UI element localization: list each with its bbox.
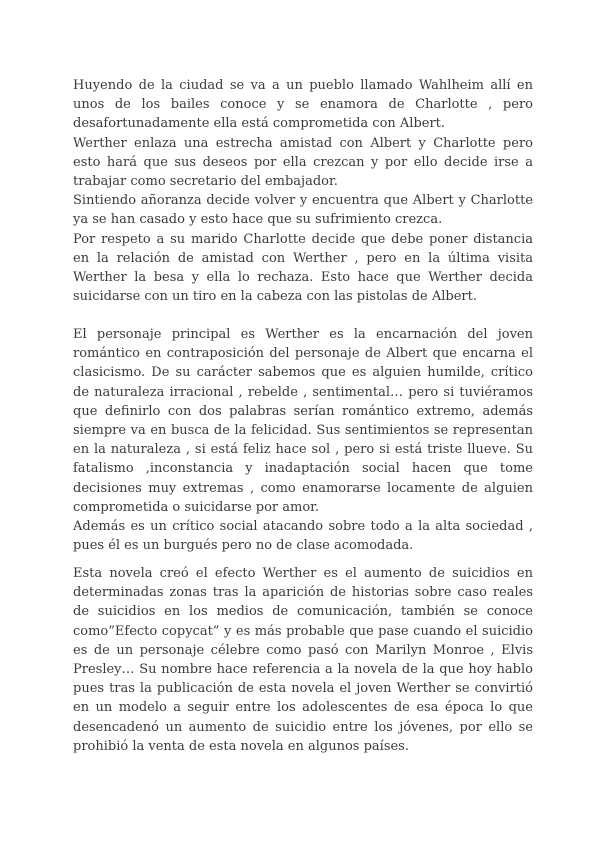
paragraph: Werther enlaza una estrecha amistad con Albert y Charlotte pero esto hará que sus deseos por ella crezcan y por ello decide irse a trabajar como secretario del embajador.	[73, 135, 533, 190]
paragraph: Además es un crítico social atacando sobre todo a la alta sociedad , pues él es un burgués pero no de clase acomodada.	[73, 519, 533, 554]
paragraph: Sintiendo añoranza decide volver y encuentra que Albert y Charlotte ya se han casado y esto hace que su sufrimiento crezca.	[73, 193, 533, 228]
paragraph: Huyendo de la ciudad se va a un pueblo llamado Wahlheim allí en unos de los bailes conoce y se enamora de Charlotte , pero desafortunadamente ella está comprometida con Albert.	[73, 78, 533, 132]
paragraph: Por respeto a su marido Charlotte decide que debe poner distancia en la relación de amistad con Werther , pero en la última visita Werther la besa y ella lo rechaza. Esto hace que Werther decida suicidarse con un tiro en la cabeza con las pistolas de Albert.	[73, 231, 533, 305]
plot-summary-section	[73, 76, 533, 306]
paragraph: El personaje principal es Werther es la encarnación del joven romántico en contraposición del personaje de Albert que encarna el clasicismo. De su carácter sabemos que es alguien humilde, crítico de naturaleza irracional , rebelde , sentimental… pero si tuviéramos que definirlo con dos palabras serían romántico extremo, además siempre va en busca de la felicidad. Sus sentimientos se representan en la naturaleza , si está feliz hace sol , pero si está triste llueve. Su fatalismo ,inconstancia y inadaptación social hacen que tome decisiones muy extremas , como enamorarse locamente de alguien comprometida o suicidarse por amor.	[73, 327, 533, 515]
werther-effect-section	[73, 564, 533, 756]
paragraph: Esta novela creó el efecto Werther es el aumento de suicidios en determinadas zonas tras la aparición de historias sobre caso reales de suicidios en los medios de comunicación, también se conoce como”Efecto copycat” y es más probable que pase cuando el suicidio es de un personaje célebre como pasó con Marilyn Monroe , Elvis Presley… Su nombre hace referencia a la novela de la que hoy hablo pues tras la publicación de esta novela el joven Werther se convirtió en un modelo a seguir entre los adolescentes de esa época lo que desencadenó un aumento de suicidio entre los jóvenes, por ello se prohibió la venta de esta novela en algunos países.	[73, 566, 533, 754]
character-analysis-section	[73, 325, 533, 555]
